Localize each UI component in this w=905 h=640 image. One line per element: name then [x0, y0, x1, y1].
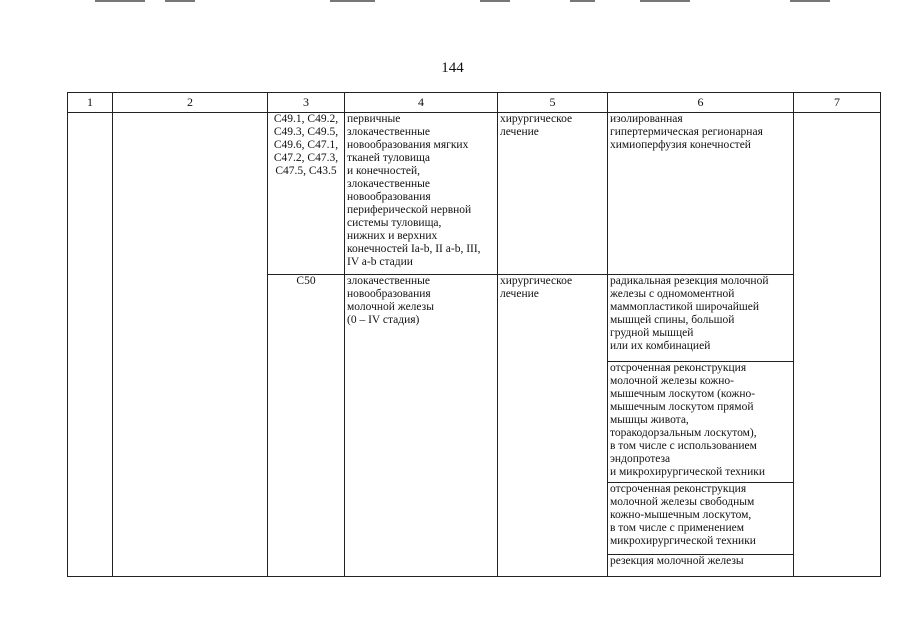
method-cell: радикальная резекция молочной железы с одномоментной маммопластикой широчайшей мышцей спины, большой грудной мышцей или их комбинацией — [608, 275, 794, 362]
icd-codes-cell: C50 — [268, 275, 345, 577]
header-row — [68, 93, 881, 113]
header-col-6: 6 — [608, 93, 794, 113]
table-row — [68, 113, 881, 275]
scan-top-marks — [0, 0, 905, 4]
header-col-3: 3 — [268, 93, 345, 113]
header-col-4: 4 — [345, 93, 498, 113]
header-col-7: 7 — [794, 93, 881, 113]
header-col-2: 2 — [113, 93, 268, 113]
treatment-cell: хирургическое лечение — [498, 275, 608, 577]
header-col-5: 5 — [498, 93, 608, 113]
diagnosis-cell: злокачественные новообразования молочной железы (0 – IV стадия) — [345, 275, 498, 577]
treatment-cell: хирургическое лечение — [498, 113, 608, 275]
page-number: 144 — [441, 60, 464, 76]
method-cell: отсроченная реконструкция молочной железы свободным кожно-мышечным лоскутом, в том числе с применением микрохирургической техники — [608, 483, 794, 555]
header-col-1: 1 — [68, 93, 113, 113]
method-cell: резекция молочной железы — [608, 555, 794, 577]
col1-cell — [68, 113, 113, 577]
procedures-table — [67, 92, 881, 577]
col2-cell — [113, 113, 268, 577]
col7-cell — [794, 113, 881, 577]
diagnosis-cell: первичные злокачественные новообразования мягких тканей туловища и конечностей, злокачественные новообразования периферической нервной системы туловища, нижних и верхних конечностей Ia-b, II a-b, III, IV a-b стадии — [345, 113, 498, 275]
method-cell: отсроченная реконструкция молочной железы кожно- мышечным лоскутом (кожно- мышечным лоскутом прямой мышцы живота, торакодорзальным лоскутом), в том числе с использованием эндопротеза и микрохирургической техники — [608, 362, 794, 483]
icd-codes-cell: C49.1, C49.2, C49.3, C49.5, C49.6, C47.1, C47.2, C47.3, C47.5, C43.5 — [268, 113, 345, 275]
method-cell: изолированная гипертермическая регионарная химиоперфузия конечностей — [608, 113, 794, 275]
